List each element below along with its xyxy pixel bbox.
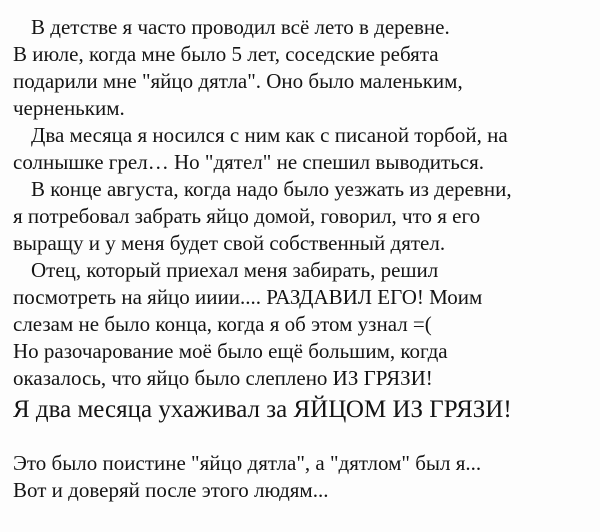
text-line: Но разочарование моё было ещё большим, когда [13,339,448,363]
text-line: черненьким. [13,96,125,120]
text-line: Два месяца я носился с ним как с писаной торбой, на [31,123,508,147]
text-line: выращу и у меня будет свой собственный дятел. [13,231,446,255]
text-line: Вот и доверяй после этого людям... [13,478,329,502]
text-line: Это было поистине "яйцо дятла", а "дятлом" был я... [13,451,482,475]
text-line: солнышке грел… Но "дятел" не спешил выводиться. [13,150,485,174]
text-line: посмотреть на яйцо ииии.... РАЗДАВИЛ ЕГО! Моим [13,285,483,309]
text-line: Отец, который приехал меня забирать, решил [31,258,439,282]
text-line: я потребовал забрать яйцо домой, говорил, что я его [13,204,481,228]
text-line: оказалось, что яйцо было слеплено ИЗ ГРЯЗИ! [13,366,433,390]
text-line: В июле, когда мне было 5 лет, соседские ребята [13,42,439,66]
text-line: В детстве я часто проводил всё лето в деревне. [31,15,450,39]
text-line: слезам не было конца, когда я об этом узнал =( [13,312,432,336]
punchline-text: Я два месяца ухаживал за ЯЙЦОМ ИЗ ГРЯЗИ! [13,396,512,423]
text-line: В конце августа, когда надо было уезжать из деревни, [31,177,512,201]
text-line: подарили мне "яйцо дятла". Оно было маленьким, [13,69,463,93]
